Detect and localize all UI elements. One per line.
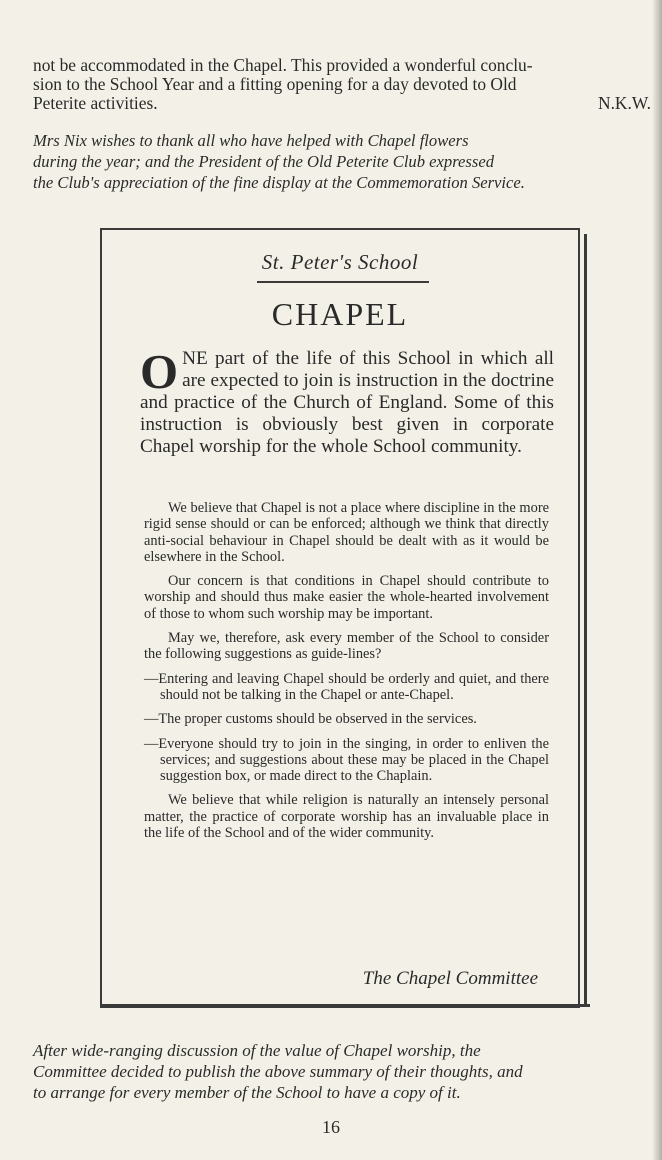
mrs-nix-line: during the year; and the President of the Old Peterite Club expressed: [33, 152, 494, 171]
notice-paragraph: Our concern is that conditions in Chapel should contribute to worship and should thus make easier the whole-hearted involvement of those to whom such worship may be important.: [144, 573, 549, 622]
opening-paragraph: [33, 56, 651, 113]
author-initials: N.K.W.: [598, 93, 651, 113]
chapel-notice-box: [100, 228, 580, 1008]
mrs-nix-line: the Club's appreciation of the fine display at the Commemoration Service.: [33, 173, 525, 192]
suggestion-item: —Everyone should try to join in the singing, in order to enliven the services; and suggestions about these may be placed in the Chapel suggestion box, or made direct to the Chaplain.: [144, 735, 549, 785]
notice-closing-paragraph: We believe that while religion is naturally an intensely personal matter, the practice of corporate worship has an invaluable place in the life of the School and of the wider community.: [144, 792, 549, 842]
opening-line: sion to the School Year and a fitting opening for a day devoted to Old: [33, 74, 517, 94]
opening-line: not be accommodated in the Chapel. This provided a wonderful conclu-: [33, 55, 533, 75]
notice-lead-paragraph: [140, 344, 554, 458]
notice-paragraph: We believe that Chapel is not a place where discipline in the more rigid sense should or can be enforced; although we think that directly anti-social behaviour in Chapel should be dealt with as it would be elsewhere in the School.: [144, 500, 549, 565]
suggestion-item: —The proper customs should be observed in the services.: [144, 711, 477, 728]
mrs-nix-paragraph: [33, 130, 653, 193]
title-rule: [257, 281, 429, 283]
notice-signature: The Chapel Committee: [362, 968, 538, 989]
notice-heading: CHAPEL: [271, 296, 409, 332]
suggestion-item: —Entering and leaving Chapel should be orderly and quiet, and there should not be talking in the Chapel or ante-Chapel.: [144, 670, 549, 703]
notice-paragraph: May we, therefore, ask every member of the School to consider the following suggestions as guide-lines?: [144, 630, 549, 663]
drop-cap: O: [140, 344, 179, 399]
after-line: After wide-ranging discussion of the value of Chapel worship, the: [33, 1041, 481, 1060]
opening-last-text: Peterite activities.: [33, 93, 158, 113]
mrs-nix-line: Mrs Nix wishes to thank all who have helped with Chapel flowers: [33, 131, 469, 150]
after-paragraph: [33, 1040, 653, 1103]
after-line: to arrange for every member of the School to have a copy of it.: [33, 1083, 461, 1102]
lead-text: NE part of the life of this School in which all are expected to join is instruction in the doctrine and practice of the Church of England. Some of this instruction is obviously best given in corporate Chapel worship for the whole School community.: [140, 348, 554, 457]
page-edge-shadow: [652, 0, 662, 1160]
opening-last-line: [33, 94, 651, 113]
page-number: 16: [322, 1117, 340, 1137]
notice-shadow-right: [584, 234, 587, 1007]
notice-school-name: St. Peter's School: [261, 250, 419, 274]
notice-body: [144, 500, 549, 849]
after-line: Committee decided to publish the above summary of their thoughts, and: [33, 1062, 523, 1081]
